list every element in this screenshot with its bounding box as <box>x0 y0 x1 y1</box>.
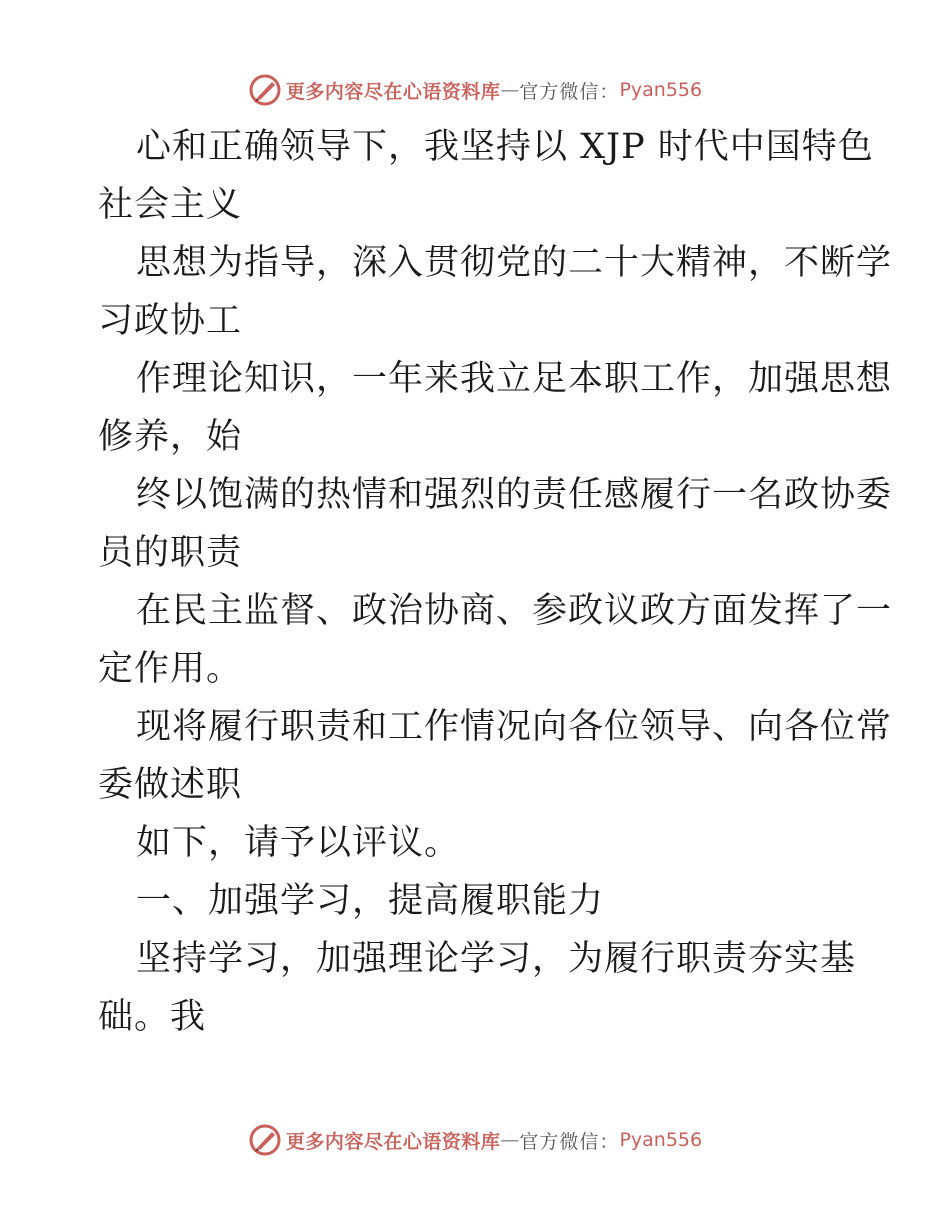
text-line: 终以饱满的热情和强烈的责任感履行一名政协委 <box>136 475 893 515</box>
text-line: 社会主义 <box>98 185 243 225</box>
text-line: 如下，请予以评议。 <box>136 823 461 863</box>
footer-banner <box>0 1120 950 1160</box>
document-body <box>98 118 893 1046</box>
text-line: 思想为指导，深入贯彻党的二十大精神，不断学 <box>136 243 893 283</box>
banner-main-text: 更多内容尽在心语资料库 <box>285 1130 501 1153</box>
quill-seal-icon <box>248 1123 282 1157</box>
banner-main-text: 更多内容尽在心语资料库 <box>285 80 501 103</box>
banner-wechat-id: Pyan556 <box>619 79 703 101</box>
text-line: 修养，始 <box>98 417 243 457</box>
banner-wechat-label: 官方微信： <box>519 1130 620 1153</box>
text-line: 一、加强学习，提高履职能力 <box>136 881 605 921</box>
text-line: 在民主监督、政治协商、参政议政方面发挥了一 <box>136 591 893 631</box>
text-line: 委做述职 <box>98 765 243 805</box>
banner-separator: — <box>500 1129 520 1151</box>
text-line: 坚持学习，加强理论学习，为履行职责夯实基 <box>136 939 857 979</box>
banner-wechat-label: 官方微信： <box>519 80 620 103</box>
text-line: 现将履行职责和工作情况向各位领导、向各位常 <box>136 707 893 747</box>
text-line: 心和正确领导下，我坚持以 XJP 时代中国特色 <box>136 127 874 167</box>
text-line: 员的职责 <box>98 533 243 573</box>
banner-separator: — <box>500 79 520 101</box>
text-line: 定作用。 <box>98 649 243 689</box>
text-line: 习政协工 <box>98 301 243 341</box>
banner-wechat-id: Pyan556 <box>619 1129 703 1151</box>
header-banner <box>0 70 950 110</box>
text-line: 础。我 <box>98 997 207 1037</box>
text-line: 作理论知识，一年来我立足本职工作，加强思想 <box>136 359 893 399</box>
quill-seal-icon <box>248 73 282 107</box>
